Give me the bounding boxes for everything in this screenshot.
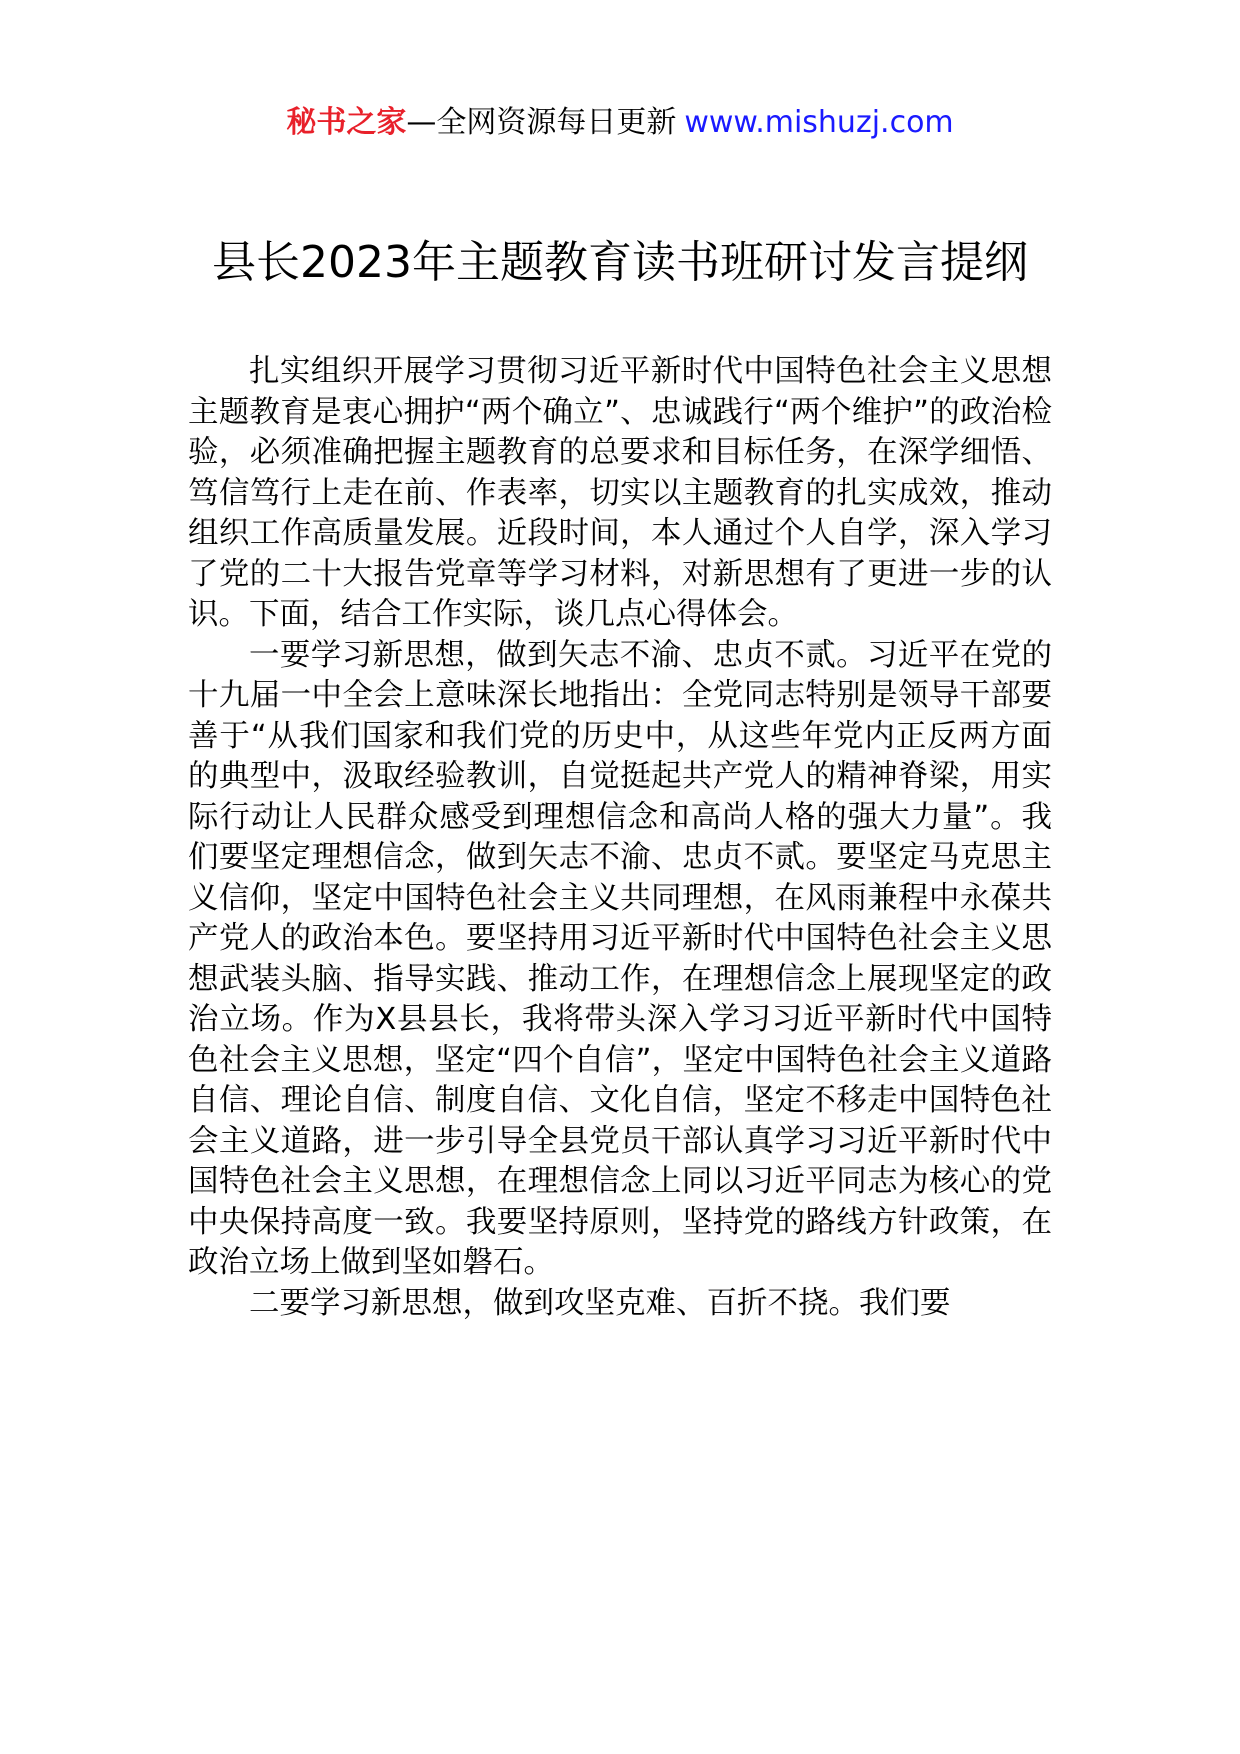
paragraph-point-one: 一要学习新思想，做到矢志不渝、忠贞不贰。习近平在党的十九届一中全会上意味深长地指出：全党同志特别是领导干部要善于“从我们国家和我们党的历史中，从这些年党内正反两方面的典型中，汲取经验教训，自觉挺起共产党人的精神脊梁，用实际行动让人民群众感受到理想信念和高尚人格的强大力量”。我们要坚定理想信念，做到矢志不渝、忠贞不贰。要坚定马克思主义信仰，坚定中国特色社会主义共同理想，在风雨兼程中永葆共产党人的政治本色。要坚持用习近平新时代中国特色社会主义思想武装头脑、指导实践、推动工作，在理想信念上展现坚定的政治立场。作为X县县长，我将带头深入学习习近平新时代中国特色社会主义思想，坚定“四个自信”，坚定中国特色社会主义道路自信、理论自信、制度自信、文化自信，坚定不移走中国特色社会主义道路，进一步引导全县党员干部认真学习习近平新时代中国特色社会主义思想，在理想信念上同以习近平同志为核心的党中央保持高度一致。我要坚持原则，坚持党的路线方针政策，在政治立场上做到坚如磐石。 (188, 637, 1052, 1280)
document-body (188, 352, 1052, 1324)
paragraph-intro: 扎实组织开展学习贯彻习近平新时代中国特色社会主义思想主题教育是衷心拥护“两个确立”、忠诚践行“两个维护”的政治检验，必须准确把握主题教育的总要求和目标任务，在深学细悟、笃信笃行上走在前、作表率，切实以主题教育的扎实成效，推动组织工作高质量发展。近段时间，本人通过个人自学，深入学习了党的二十大报告党章等学习材料，对新思想有了更进一步的认识。下面，结合工作实际，谈几点心得体会。 (188, 354, 1052, 632)
paragraph-point-two: 二要学习新思想，做到攻坚克难、百折不挠。我们要 (249, 1285, 951, 1321)
brand-name: 秘书之家 (286, 105, 407, 140)
banner-slogan: —全网资源每日更新 (406, 105, 677, 140)
site-banner (0, 100, 1240, 146)
site-url-link[interactable]: www.mishuzj.com (684, 105, 954, 140)
page-title: 县长2023年主题教育读书班研讨发言提纲 (212, 237, 1028, 288)
